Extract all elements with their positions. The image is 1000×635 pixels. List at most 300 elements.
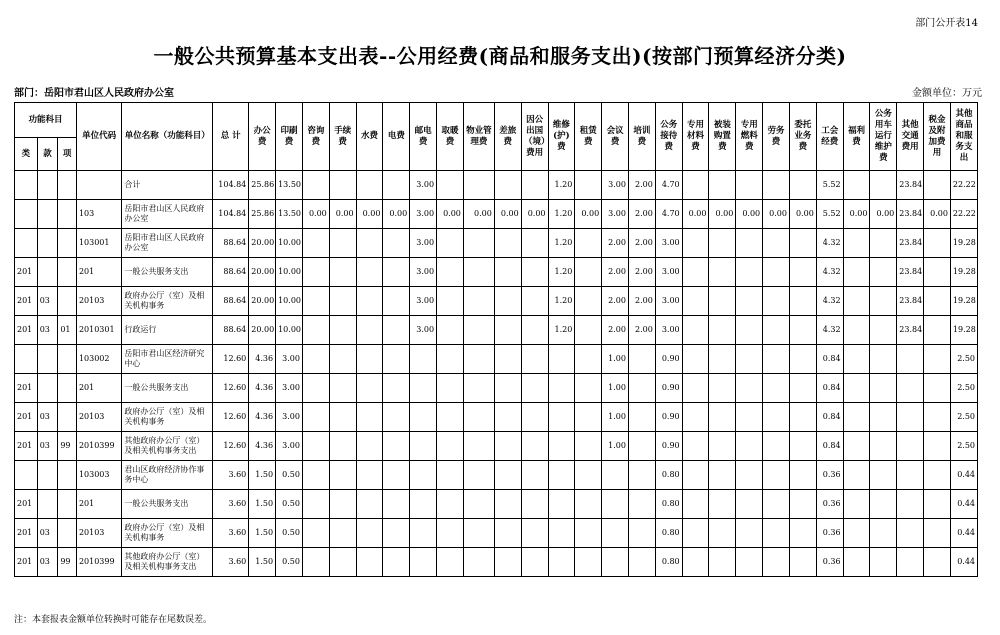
header-vehicle: 公务用车运行维护费 [870, 103, 897, 171]
cell-value [548, 403, 575, 432]
cell-value [437, 345, 464, 374]
cell-value [897, 548, 924, 577]
cell-value [789, 258, 816, 287]
cell-unit-name: 政府办公厅（室）及相关机构事务 [122, 287, 213, 316]
header-union: 工会经费 [816, 103, 843, 171]
cell-value [383, 229, 410, 258]
cell-value [521, 229, 548, 258]
cell-value [383, 374, 410, 403]
cell-lei: 201 [15, 287, 38, 316]
cell-value [575, 519, 602, 548]
cell-value: 0.90 [655, 403, 682, 432]
cell-value [494, 490, 521, 519]
cell-value [736, 490, 763, 519]
cell-kuan [37, 171, 58, 200]
cell-value [843, 258, 870, 287]
cell-value [682, 432, 709, 461]
cell-value [329, 287, 356, 316]
cell-value [548, 519, 575, 548]
cell-value: 0.00 [463, 200, 494, 229]
cell-value [924, 171, 951, 200]
cell-value [463, 229, 494, 258]
cell-value: 0.50 [276, 519, 303, 548]
cell-value: 23.84 [897, 258, 924, 287]
cell-lei: 201 [15, 374, 38, 403]
cell-xiang [58, 258, 77, 287]
cell-value [924, 490, 951, 519]
header-consulting: 咨询费 [302, 103, 329, 171]
cell-unit-code: 103 [76, 200, 121, 229]
cell-value [789, 287, 816, 316]
cell-value [463, 548, 494, 577]
cell-value: 23.84 [897, 229, 924, 258]
cell-value [410, 490, 437, 519]
cell-value [494, 374, 521, 403]
cell-value: 0.00 [789, 200, 816, 229]
cell-value: 5.52 [816, 200, 843, 229]
cell-value [763, 432, 790, 461]
cell-value [329, 316, 356, 345]
cell-value: 4.32 [816, 258, 843, 287]
cell-value [356, 287, 383, 316]
cell-value [870, 519, 897, 548]
cell-value [575, 490, 602, 519]
cell-value: 12.60 [213, 432, 249, 461]
cell-value [897, 403, 924, 432]
cell-value: 0.00 [521, 200, 548, 229]
table-row [15, 316, 978, 345]
cell-unit-name: 政府办公厅（室）及相关机构事务 [122, 519, 213, 548]
cell-value [383, 519, 410, 548]
cell-value [356, 258, 383, 287]
header-xiang: 项 [58, 138, 77, 171]
cell-value: 88.64 [213, 287, 249, 316]
cell-kuan: 03 [37, 432, 58, 461]
cell-lei [15, 200, 38, 229]
cell-value: 0.00 [575, 200, 602, 229]
header-commission: 委托业务费 [789, 103, 816, 171]
cell-unit-code: 201 [76, 490, 121, 519]
cell-value [682, 461, 709, 490]
cell-kuan [37, 461, 58, 490]
cell-lei: 201 [15, 519, 38, 548]
cell-value [410, 374, 437, 403]
cell-value [521, 490, 548, 519]
cell-value [575, 374, 602, 403]
cell-xiang: 99 [58, 548, 77, 577]
cell-value: 2.00 [628, 258, 655, 287]
cell-value: 0.00 [356, 200, 383, 229]
header-unit-code: 单位代码 [76, 103, 121, 171]
cell-value: 4.36 [249, 345, 276, 374]
cell-xiang [58, 200, 77, 229]
cell-value: 3.00 [276, 403, 303, 432]
cell-value [763, 316, 790, 345]
table-row [15, 403, 978, 432]
cell-value [870, 258, 897, 287]
cell-value [463, 461, 494, 490]
cell-value: 10.00 [276, 229, 303, 258]
cell-value [924, 229, 951, 258]
header-printing: 印刷费 [276, 103, 303, 171]
cell-value [302, 171, 329, 200]
cell-value [575, 403, 602, 432]
form-number: 部门公开表14 [915, 18, 978, 29]
cell-value [437, 461, 464, 490]
cell-value [709, 490, 736, 519]
header-reception: 公务接待费 [655, 103, 682, 171]
cell-value: 12.60 [213, 374, 249, 403]
cell-value: 0.00 [383, 200, 410, 229]
cell-value [329, 229, 356, 258]
cell-value [870, 171, 897, 200]
cell-unit-name: 岳阳市君山区经济研究中心 [122, 345, 213, 374]
cell-kuan [37, 258, 58, 287]
cell-value [682, 519, 709, 548]
cell-value [494, 229, 521, 258]
cell-lei [15, 461, 38, 490]
cell-value [383, 345, 410, 374]
table-body [15, 171, 978, 577]
cell-value [870, 490, 897, 519]
table-row [15, 258, 978, 287]
cell-value: 4.36 [249, 403, 276, 432]
cell-value [463, 403, 494, 432]
cell-value [870, 316, 897, 345]
cell-value [575, 258, 602, 287]
header-total: 总 计 [213, 103, 249, 171]
cell-value [682, 229, 709, 258]
cell-value [736, 229, 763, 258]
cell-value [763, 519, 790, 548]
header-special-fuel: 专用燃料费 [736, 103, 763, 171]
cell-value [437, 490, 464, 519]
cell-value [575, 432, 602, 461]
cell-value: 0.36 [816, 519, 843, 548]
cell-value [709, 461, 736, 490]
cell-kuan [37, 490, 58, 519]
cell-lei: 201 [15, 490, 38, 519]
cell-value [709, 287, 736, 316]
cell-value [602, 548, 629, 577]
cell-value [437, 374, 464, 403]
cell-value: 2.00 [628, 200, 655, 229]
cell-value [602, 461, 629, 490]
cell-value: 2.00 [602, 316, 629, 345]
cell-value [843, 519, 870, 548]
cell-value [548, 432, 575, 461]
cell-value [437, 229, 464, 258]
cell-value [897, 374, 924, 403]
cell-value [383, 490, 410, 519]
cell-value [329, 432, 356, 461]
cell-value [356, 432, 383, 461]
cell-value: 4.32 [816, 287, 843, 316]
cell-value [463, 258, 494, 287]
cell-lei: 201 [15, 403, 38, 432]
cell-unit-name: 一般公共服务支出 [122, 374, 213, 403]
cell-value: 0.00 [682, 200, 709, 229]
cell-value [709, 229, 736, 258]
cell-value: 2.50 [950, 345, 977, 374]
cell-value [789, 316, 816, 345]
cell-value: 0.44 [950, 548, 977, 577]
cell-value: 0.00 [870, 200, 897, 229]
cell-value [494, 258, 521, 287]
cell-value [494, 345, 521, 374]
cell-value [356, 403, 383, 432]
cell-value: 0.80 [655, 519, 682, 548]
cell-unit-code: 2010301 [76, 316, 121, 345]
cell-value [329, 171, 356, 200]
cell-value [870, 345, 897, 374]
cell-xiang: 01 [58, 316, 77, 345]
cell-value: 20.00 [249, 316, 276, 345]
table-row [15, 287, 978, 316]
cell-value [521, 461, 548, 490]
cell-value: 0.00 [763, 200, 790, 229]
cell-value [628, 432, 655, 461]
cell-value: 3.00 [602, 200, 629, 229]
cell-value: 1.20 [548, 171, 575, 200]
header-travel: 差旅费 [494, 103, 521, 171]
cell-value [302, 519, 329, 548]
cell-value [736, 345, 763, 374]
cell-value: 0.90 [655, 432, 682, 461]
cell-value [709, 258, 736, 287]
cell-value: 3.00 [276, 374, 303, 403]
header-maintenance: 维修(护)费 [548, 103, 575, 171]
cell-value [383, 287, 410, 316]
cell-unit-name: 岳阳市君山区人民政府办公室 [122, 229, 213, 258]
cell-value [628, 374, 655, 403]
cell-value [494, 432, 521, 461]
cell-value [843, 229, 870, 258]
cell-value [763, 171, 790, 200]
cell-value [437, 432, 464, 461]
cell-value [924, 403, 951, 432]
cell-value: 10.00 [276, 316, 303, 345]
cell-value [548, 490, 575, 519]
cell-value: 3.00 [276, 345, 303, 374]
cell-value [356, 229, 383, 258]
cell-lei [15, 229, 38, 258]
header-kuan: 款 [37, 138, 58, 171]
cell-value [736, 374, 763, 403]
cell-value: 0.80 [655, 548, 682, 577]
cell-value [302, 345, 329, 374]
cell-value: 104.84 [213, 171, 249, 200]
cell-value: 22.22 [950, 200, 977, 229]
cell-value: 1.20 [548, 316, 575, 345]
cell-value [410, 403, 437, 432]
cell-value [463, 519, 494, 548]
table-row [15, 432, 978, 461]
cell-value [736, 432, 763, 461]
cell-value [870, 461, 897, 490]
cell-unit-name: 一般公共服务支出 [122, 490, 213, 519]
header-uniform: 被装购置费 [709, 103, 736, 171]
cell-value: 0.90 [655, 345, 682, 374]
cell-value [682, 316, 709, 345]
cell-value [602, 519, 629, 548]
cell-value: 0.84 [816, 403, 843, 432]
cell-value: 22.22 [950, 171, 977, 200]
cell-value: 1.00 [602, 374, 629, 403]
cell-value [870, 374, 897, 403]
cell-value [575, 171, 602, 200]
cell-xiang [58, 229, 77, 258]
cell-value [789, 345, 816, 374]
cell-value: 4.32 [816, 316, 843, 345]
cell-value: 12.60 [213, 345, 249, 374]
cell-value [302, 316, 329, 345]
table-row [15, 171, 978, 200]
cell-value [602, 490, 629, 519]
cell-value: 10.00 [276, 287, 303, 316]
unit-label: 金额单位：万元 [912, 88, 982, 99]
cell-value [709, 171, 736, 200]
cell-xiang [58, 374, 77, 403]
cell-value [789, 490, 816, 519]
cell-value [521, 345, 548, 374]
cell-lei: 201 [15, 258, 38, 287]
cell-value [843, 403, 870, 432]
cell-value [463, 345, 494, 374]
cell-value [521, 548, 548, 577]
cell-value: 0.50 [276, 490, 303, 519]
cell-value: 0.00 [843, 200, 870, 229]
cell-kuan: 03 [37, 519, 58, 548]
cell-value: 0.84 [816, 432, 843, 461]
cell-value: 20.00 [249, 287, 276, 316]
cell-value: 3.00 [410, 200, 437, 229]
cell-value [736, 171, 763, 200]
cell-value: 3.00 [655, 316, 682, 345]
cell-value: 1.50 [249, 548, 276, 577]
cell-value [329, 461, 356, 490]
cell-value [329, 258, 356, 287]
header-handling: 手续费 [329, 103, 356, 171]
cell-value [736, 316, 763, 345]
cell-value [383, 461, 410, 490]
page-title: 一般公共预算基本支出表--公用经费(商品和服务支出)(按部门预算经济分类) [153, 44, 847, 68]
header-rent: 租赁费 [575, 103, 602, 171]
cell-unit-code: 20103 [76, 519, 121, 548]
cell-value: 0.50 [276, 548, 303, 577]
cell-value [329, 403, 356, 432]
cell-value: 10.00 [276, 258, 303, 287]
cell-value [897, 345, 924, 374]
cell-unit-name: 君山区政府经济协作事务中心 [122, 461, 213, 490]
cell-value [494, 316, 521, 345]
cell-value [682, 258, 709, 287]
cell-value [843, 548, 870, 577]
cell-value [356, 171, 383, 200]
table-row [15, 200, 978, 229]
cell-value [870, 287, 897, 316]
cell-value [302, 548, 329, 577]
cell-value: 3.00 [410, 287, 437, 316]
cell-value [709, 548, 736, 577]
cell-lei: 201 [15, 316, 38, 345]
cell-value [924, 345, 951, 374]
cell-value [897, 432, 924, 461]
cell-value [575, 287, 602, 316]
cell-value: 1.00 [602, 403, 629, 432]
cell-value: 0.00 [437, 200, 464, 229]
cell-value: 3.60 [213, 548, 249, 577]
cell-value [870, 229, 897, 258]
cell-value [924, 519, 951, 548]
cell-value: 1.20 [548, 200, 575, 229]
cell-value [709, 403, 736, 432]
table-row [15, 519, 978, 548]
cell-value: 25.86 [249, 171, 276, 200]
header-post: 邮电费 [410, 103, 437, 171]
cell-value: 12.60 [213, 403, 249, 432]
cell-value: 2.00 [602, 229, 629, 258]
cell-value [789, 548, 816, 577]
cell-value [494, 548, 521, 577]
cell-value [356, 490, 383, 519]
cell-value [356, 519, 383, 548]
cell-value: 3.60 [213, 490, 249, 519]
cell-value [763, 229, 790, 258]
cell-value [383, 403, 410, 432]
cell-value [763, 287, 790, 316]
cell-value [924, 374, 951, 403]
cell-value [789, 432, 816, 461]
cell-value [763, 374, 790, 403]
cell-value [843, 345, 870, 374]
cell-value [789, 229, 816, 258]
cell-value [463, 490, 494, 519]
cell-value [843, 490, 870, 519]
cell-value [843, 287, 870, 316]
cell-value [924, 287, 951, 316]
meta-line [14, 84, 982, 98]
cell-value [437, 548, 464, 577]
cell-unit-name: 其他政府办公厅（室）及相关机构事务支出 [122, 432, 213, 461]
table-row [15, 374, 978, 403]
cell-xiang [58, 345, 77, 374]
cell-value: 0.84 [816, 345, 843, 374]
cell-value [763, 490, 790, 519]
cell-value: 0.90 [655, 374, 682, 403]
cell-value [437, 403, 464, 432]
cell-value [763, 258, 790, 287]
cell-xiang [58, 519, 77, 548]
cell-value [628, 519, 655, 548]
cell-value: 19.28 [950, 287, 977, 316]
cell-value [521, 258, 548, 287]
cell-value [924, 316, 951, 345]
cell-value: 25.86 [249, 200, 276, 229]
cell-value [356, 461, 383, 490]
cell-value [329, 374, 356, 403]
cell-value: 19.28 [950, 316, 977, 345]
cell-value: 19.28 [950, 258, 977, 287]
cell-value [356, 548, 383, 577]
cell-value [736, 461, 763, 490]
cell-value: 88.64 [213, 316, 249, 345]
cell-value: 2.00 [628, 171, 655, 200]
cell-value [924, 548, 951, 577]
cell-value [575, 229, 602, 258]
table-row [15, 229, 978, 258]
table-row [15, 490, 978, 519]
